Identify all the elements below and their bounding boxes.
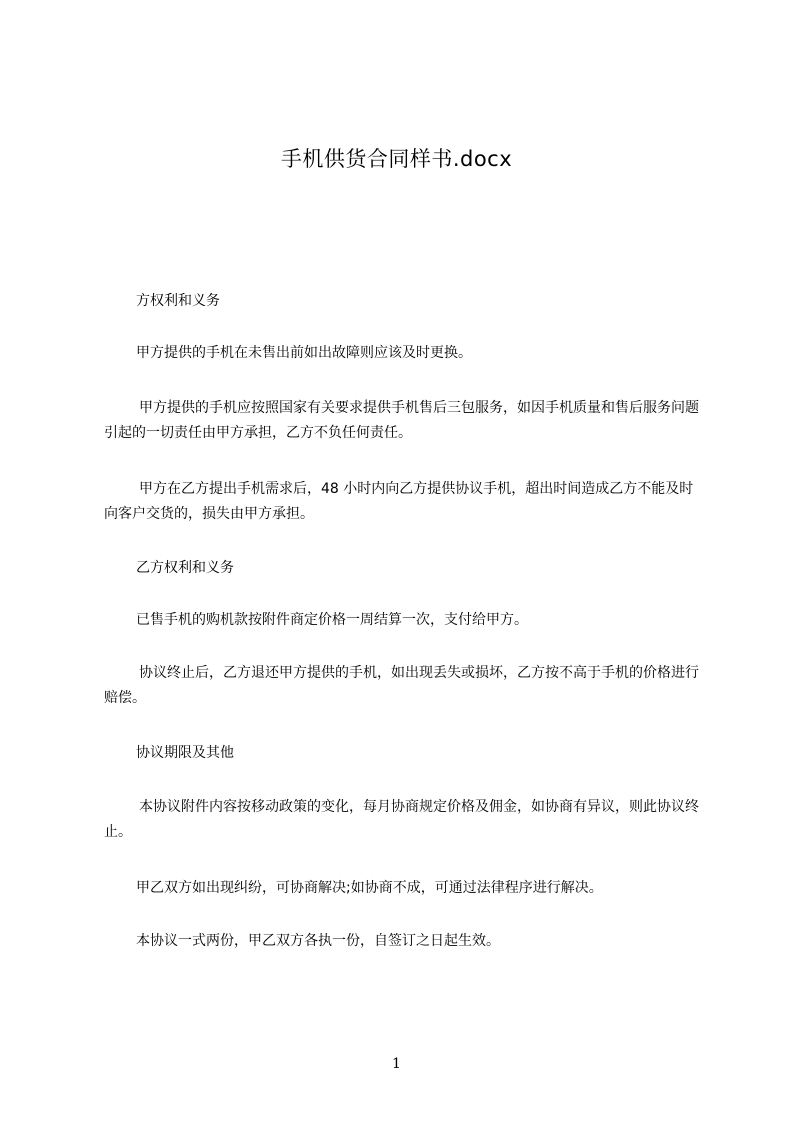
section-heading-party-b: 乙方权利和义务 xyxy=(136,560,234,576)
page-number: 1 xyxy=(392,1056,401,1072)
section-heading-party-a: 方权利和义务 xyxy=(136,293,220,309)
paragraph-termination: 协议终止后，乙方退还甲方提供的手机，如出现丢失或损坏，乙方按不高于手机的价格进行赔偿。 xyxy=(104,665,699,706)
paragraph-delivery: 甲方在乙方提出手机需求后，48 小时内向乙方提供协议手机，超出时间造成乙方不能及时向客户交货的，损失由甲方承担。 xyxy=(104,481,694,522)
paragraph-warranty: 甲方提供的手机应按照国家有关要求提供手机售后三包服务，如因手机质量和售后服务问题引起的一切责任由甲方承担，乙方不负任何责任。 xyxy=(104,400,699,441)
paragraph-disputes: 甲乙双方如出现纠纷，可协商解决;如协商不成，可通过法律程序进行解决。 xyxy=(136,880,603,896)
paragraph-replacement: 甲方提供的手机在未售出前如出故障则应该及时更换。 xyxy=(136,345,472,361)
document-title: 手机供货合同样书.docx xyxy=(280,147,513,171)
paragraph-pricing: 本协议附件内容按移动政策的变化，每月协商规定价格及佣金，如协商有异议，则此协议终止。 xyxy=(104,799,699,840)
paragraph-settlement: 已售手机的购机款按附件商定价格一周结算一次，支付给甲方。 xyxy=(136,612,528,628)
section-heading-term: 协议期限及其他 xyxy=(136,745,234,761)
paragraph-copies: 本协议一式两份，甲乙双方各执一份，自签订之日起生效。 xyxy=(136,933,500,949)
